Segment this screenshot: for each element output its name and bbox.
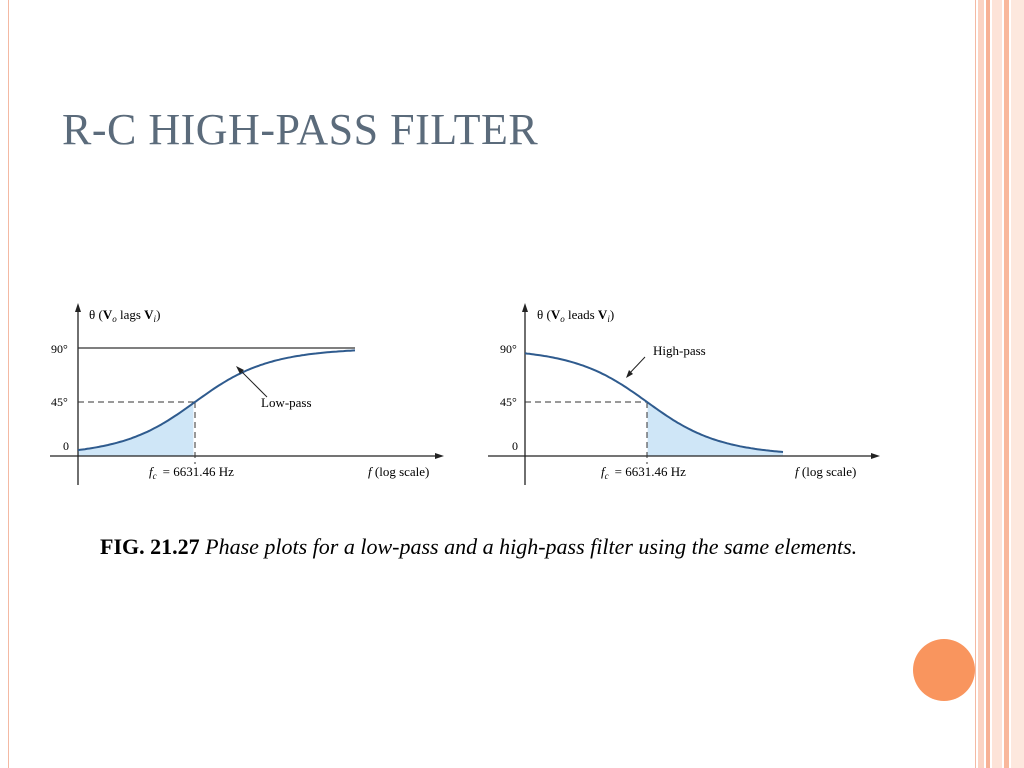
stripe	[992, 0, 1002, 768]
annotation-label: Low-pass	[261, 395, 312, 410]
ytick-0: 0	[512, 439, 518, 453]
x-axis-label: f (log scale)	[795, 464, 857, 479]
stripe	[1011, 0, 1024, 768]
figure-text: Phase plots for a low-pass and a high-pass filter using the same elements.	[205, 534, 858, 559]
stripe	[986, 0, 990, 768]
area-fill	[648, 402, 783, 456]
x-axis-arrow	[435, 453, 444, 459]
annotation-label: High-pass	[653, 343, 706, 358]
cutoff-frequency-label: $f_c = 6631.46$ Hz	[149, 464, 234, 481]
annotation-leader	[238, 368, 267, 397]
y-axis-arrow	[522, 303, 528, 312]
ytick-45: 45°	[500, 395, 517, 409]
phase-curve	[78, 350, 355, 450]
y-axis-arrow	[75, 303, 81, 312]
high-pass-phase-plot	[483, 295, 883, 495]
cutoff-frequency-label: $f_c = 6631.46$ Hz	[601, 464, 686, 481]
stripe	[1004, 0, 1009, 768]
ytick-45: 45°	[51, 395, 68, 409]
y-axis-label: θ ($V_o$ leads $V_i$)	[537, 307, 615, 324]
y-axis-label: θ ($V_o$ lags $V_i$)	[89, 307, 161, 324]
stripe	[978, 0, 984, 768]
ytick-90: 90°	[500, 342, 517, 356]
high-pass-chart-svg	[483, 295, 883, 490]
ytick-0: 0	[63, 439, 69, 453]
figure-number: FIG. 21.27	[100, 534, 200, 559]
low-pass-phase-plot	[45, 295, 450, 495]
low-pass-chart-svg	[45, 295, 450, 490]
x-axis-arrow	[871, 453, 880, 459]
slide-title: R-C HIGH-PASS FILTER	[62, 105, 539, 154]
decorative-circle	[913, 639, 975, 701]
figure-caption	[100, 531, 900, 563]
ytick-90: 90°	[51, 342, 68, 356]
x-axis-label: f (log scale)	[368, 464, 430, 479]
